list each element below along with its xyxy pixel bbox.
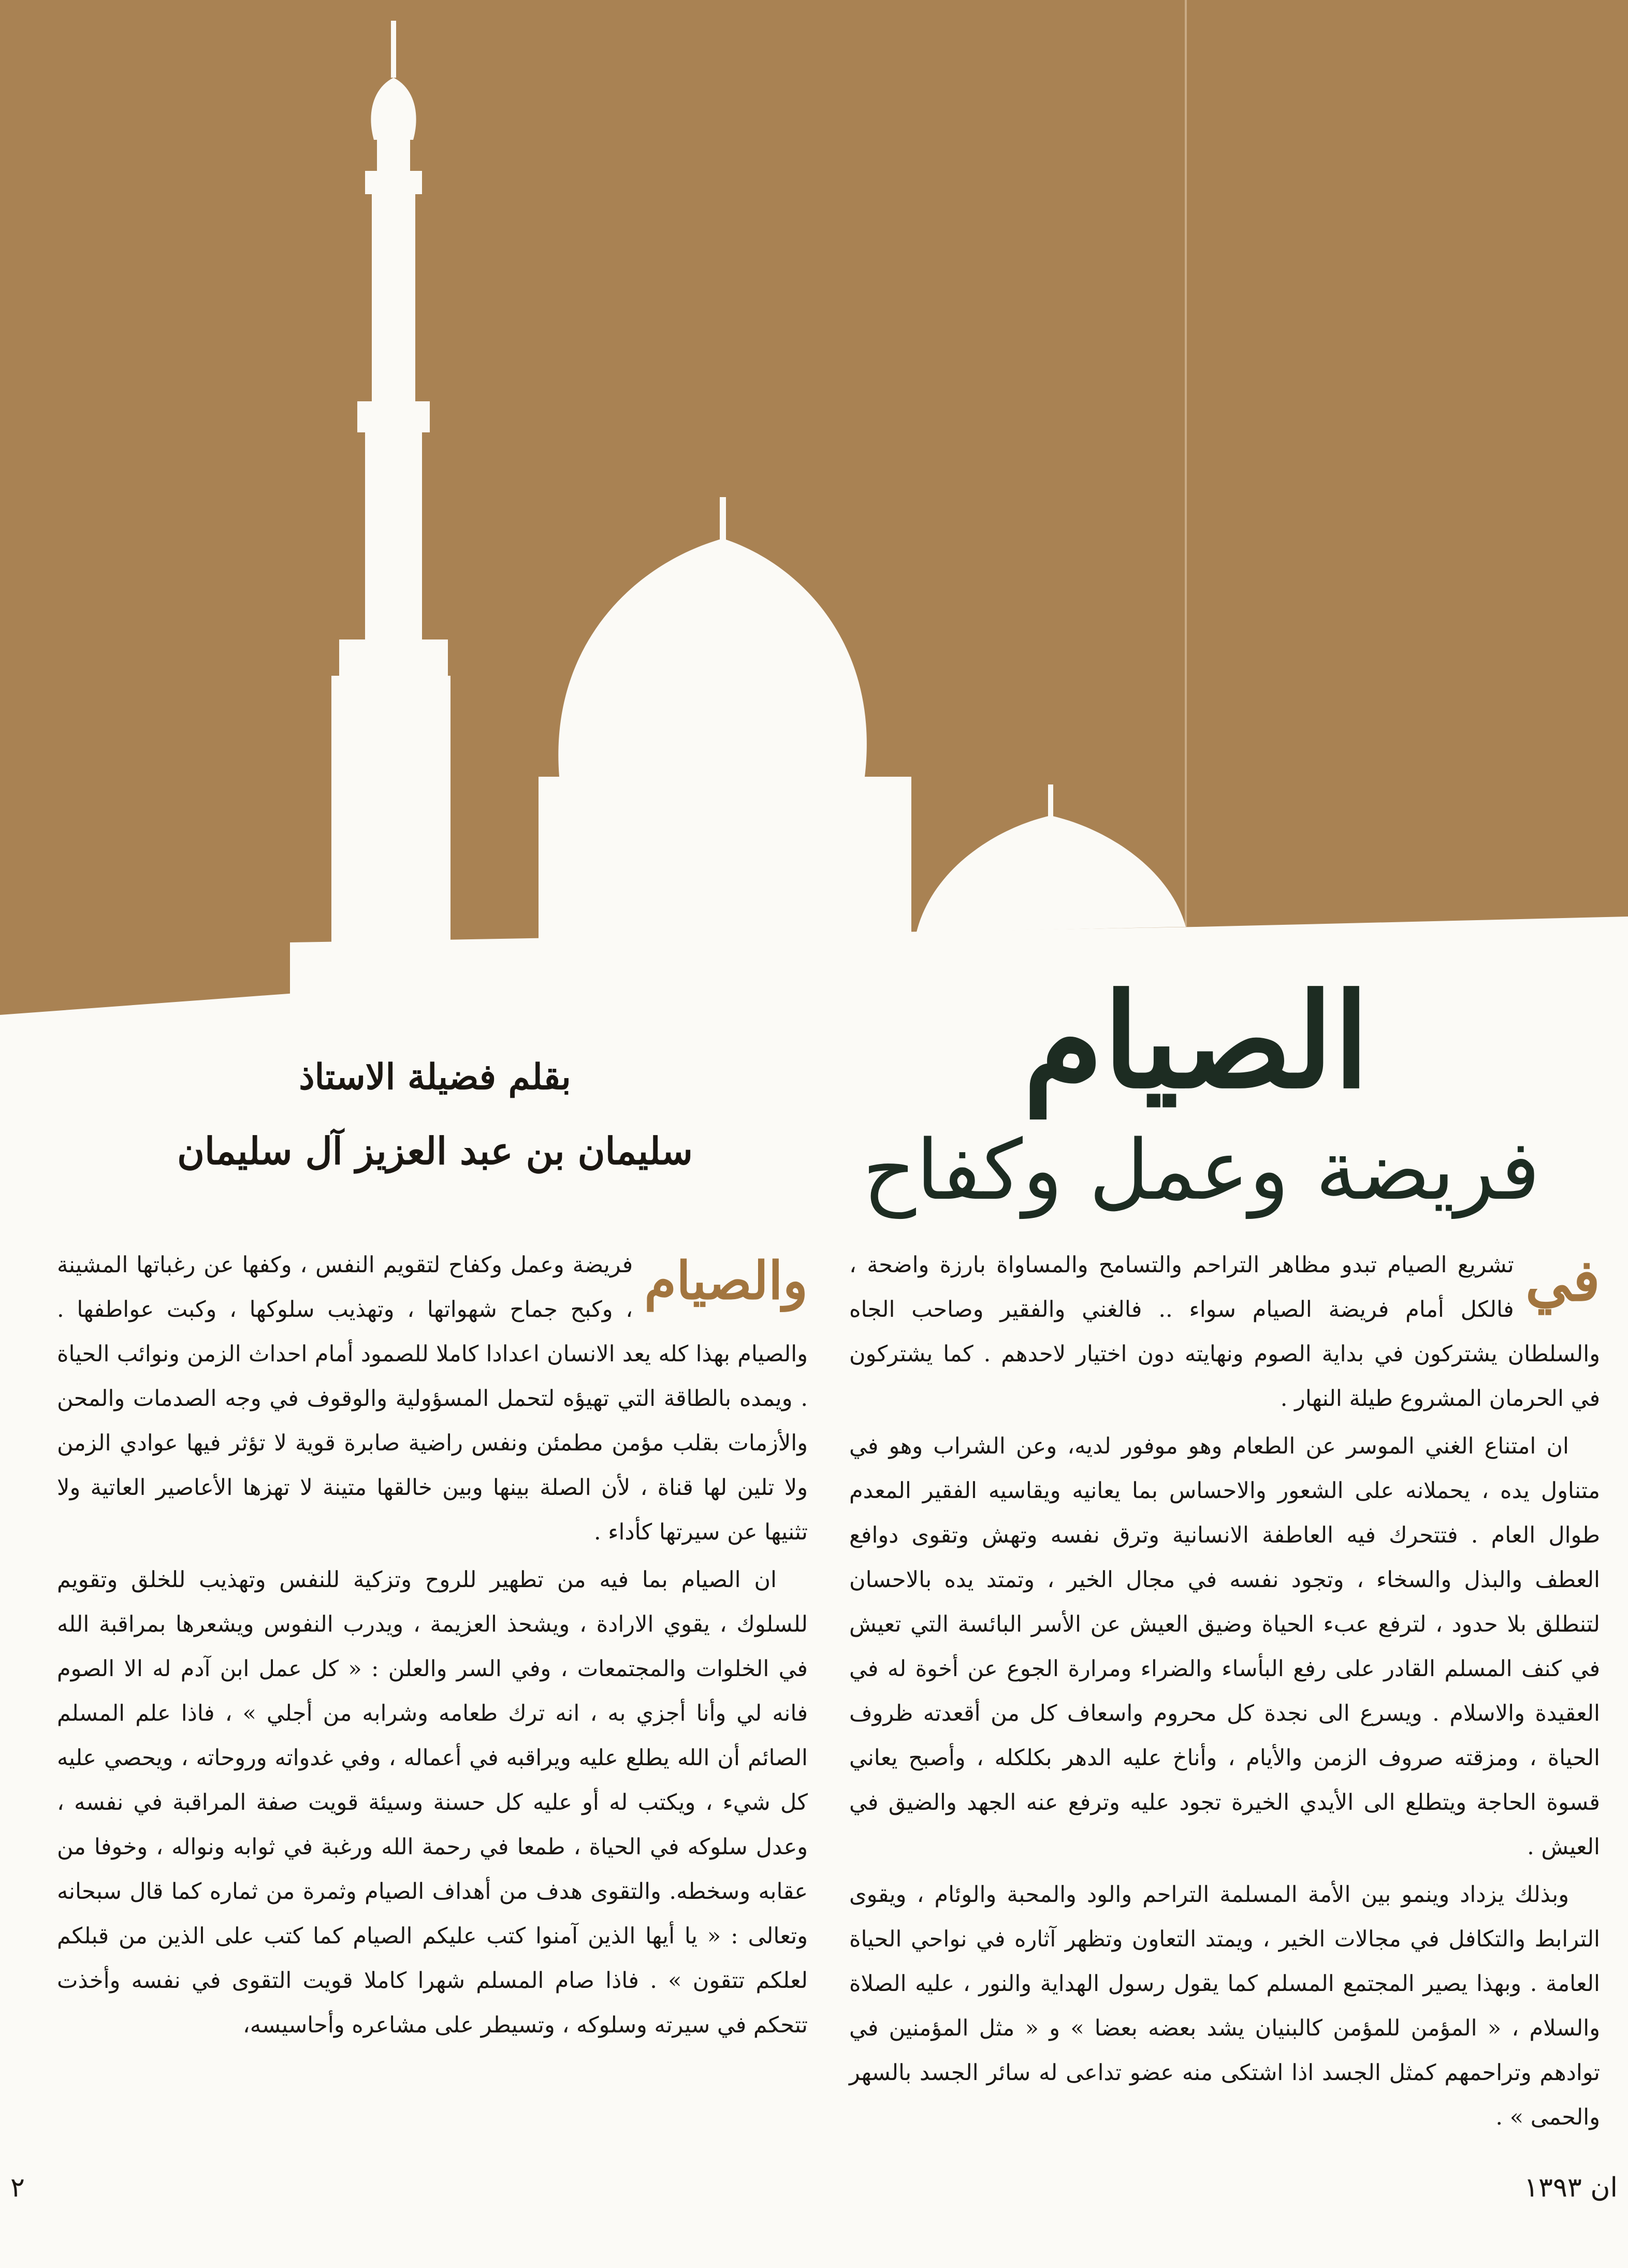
drop-initial-left: والصيام bbox=[644, 1250, 808, 1311]
paragraph: ان الصيام بما فيه من تطهير للروح وتزكية للنفس وتهذيب للخلق وتقويم للسلوك ، يقوي الارادة ، ويشحذ العزيمة ، ويدرب النفوس ويشعرها بمراقبة الله في الخلوات والمجتمعات ، وفي السر والعلن : « كل عمل ابن آدم له الا الصوم فانه لي وأنا أجزي به ، انه ترك طعامه وشرابه من أجلي » ، فاذا علم المسلم الصائم أن الله يطلع عليه ويراقبه في أعماله ، وفي غدواته وروحاته ، ويحصي عليه كل شيء ، ويكتب له أو عليه كل حسنة وسيئة قويت صفة المراقبة في نفسه ، وعدل سلوكه في الحياة ، طمعا في رحمة الله ورغبة في ثوابه ونواله ، وخوفا من عقابه وسخطه. والتقوى هدف من أهداف الصيام وثمرة من ثماره كما قال سبحانه وتعالى : « يا أيها الذين آمنوا كتب عليكم الصيام كما كتب على الذين من قبلكم لعلكم تتقون » . فاذا صام المسلم شهرا كاملا قويت التقوى في نفسه وأخذت تتحكم في سيرته وسلوكه ، وتسيطر على مشاعره وأحاسيسه، bbox=[57, 1567, 808, 2038]
paragraph: فريضة وعمل وكفاح لتقويم النفس ، وكفها عن رغباتها المشينة ، وكبح جماح شهواتها ، وتهذيب سلوكها ، وكبت عواطفها . والصيام بهذا كله يعد الانسان اعدادا كاملا للصمود أمام احداث الزمن ونوائب الحياة . ويمده بالطاقة التي تهيؤه لتحمل المسؤولية والوقوف في وجه الصدمات والمحن والأزمات بقلب مؤمن مطمئن ونفس راضية صابرة قوية لا تؤثر فيها عوادي الزمن ولا تلين لها قناة ، لأن الصلة بينها وبين خالقها متينة لا تهزها الأعاصير العاتية ولا تثنيها عن سيرتها كأداء . bbox=[57, 1252, 808, 1545]
article-column-right bbox=[849, 1243, 1600, 2143]
article-title: الصيام bbox=[1023, 965, 1370, 1117]
issue-date: ان ١٣٩٣ bbox=[1524, 2172, 1618, 2203]
paragraph: وبذلك يزداد وينمو بين الأمة المسلمة التراحم والود والمحبة والوئام ، ويقوى الترابط والتكافل في مجالات الخير ، ويمتد التعاون وتظهر آثاره في نواحي الحياة العامة . وبهذا يصير المجتمع المسلم كما يقول رسول الهداية والنور ، عليه الصلاة والسلام ، « المؤمن للمؤمن كالبنيان يشد بعضه بعضا » و « مثل المؤمنين في توادهم وتراحمهم كمثل الجسد اذا اشتكى منه عضو تداعى له سائر الجسد بالسهر والحمى » . bbox=[849, 1882, 1600, 2130]
paragraph: تشريع الصيام تبدو مظاهر التراحم والتسامح والمساواة بارزة واضحة ، فالكل أمام فريضة الصيام سواء .. فالغني والفقير وصاحب الجاه والسلطان يشتركون في بداية الصوم ونهايته دون اختيار لاحدهم . كما يشتركون في الحرمان المشروع طيلة النهار . bbox=[849, 1252, 1600, 1412]
article-column-left bbox=[57, 1243, 808, 2051]
author-byline-prefix: بقلم فضيلة الاستاذ bbox=[299, 1056, 571, 1098]
author-name: سليمان بن عبد العزيز آل سليمان bbox=[177, 1129, 693, 1173]
paragraph: ان امتناع الغني الموسر عن الطعام وهو موفور لديه، وعن الشراب وهو في متناول يده ، يحملانه على الشعور والاحساس بما يعانيه ويقاسيه الفقير المعدم طوال العام . فتتحرك فيه العاطفة الانسانية وترق نفسه وتهش وتقوى دوافع العطف والبذل والسخاء ، وتجود نفسه في مجال الخير ، وتمتد يده بالاحسان لتنطلق بلا حدود ، لترفع عبء الحياة وضيق العيش عن الأسر البائسة التي تعيش في كنف المسلم القادر على رفع البأساء والضراء ومرارة الجوع عن أخوة له في العقيدة والاسلام . ويسرع الى نجدة كل محروم واسعاف كل من أقعدته ظروف الحياة ، ومزقته صروف الزمن والأيام ، وأناخ عليه الدهر بكلكله ، وأصبح يعاني قسوة الحاجة ويتطلع الى الأيدي الخيرة تجود عليه وترفع عنه الجهد والضيق في العيش . bbox=[849, 1433, 1600, 1860]
article-subtitle: فريضة وعمل وكفاح bbox=[862, 1122, 1540, 1218]
page-number: ٢ bbox=[10, 2172, 25, 2203]
drop-initial-right: في bbox=[1525, 1247, 1600, 1314]
header-banner bbox=[0, 0, 1628, 1036]
